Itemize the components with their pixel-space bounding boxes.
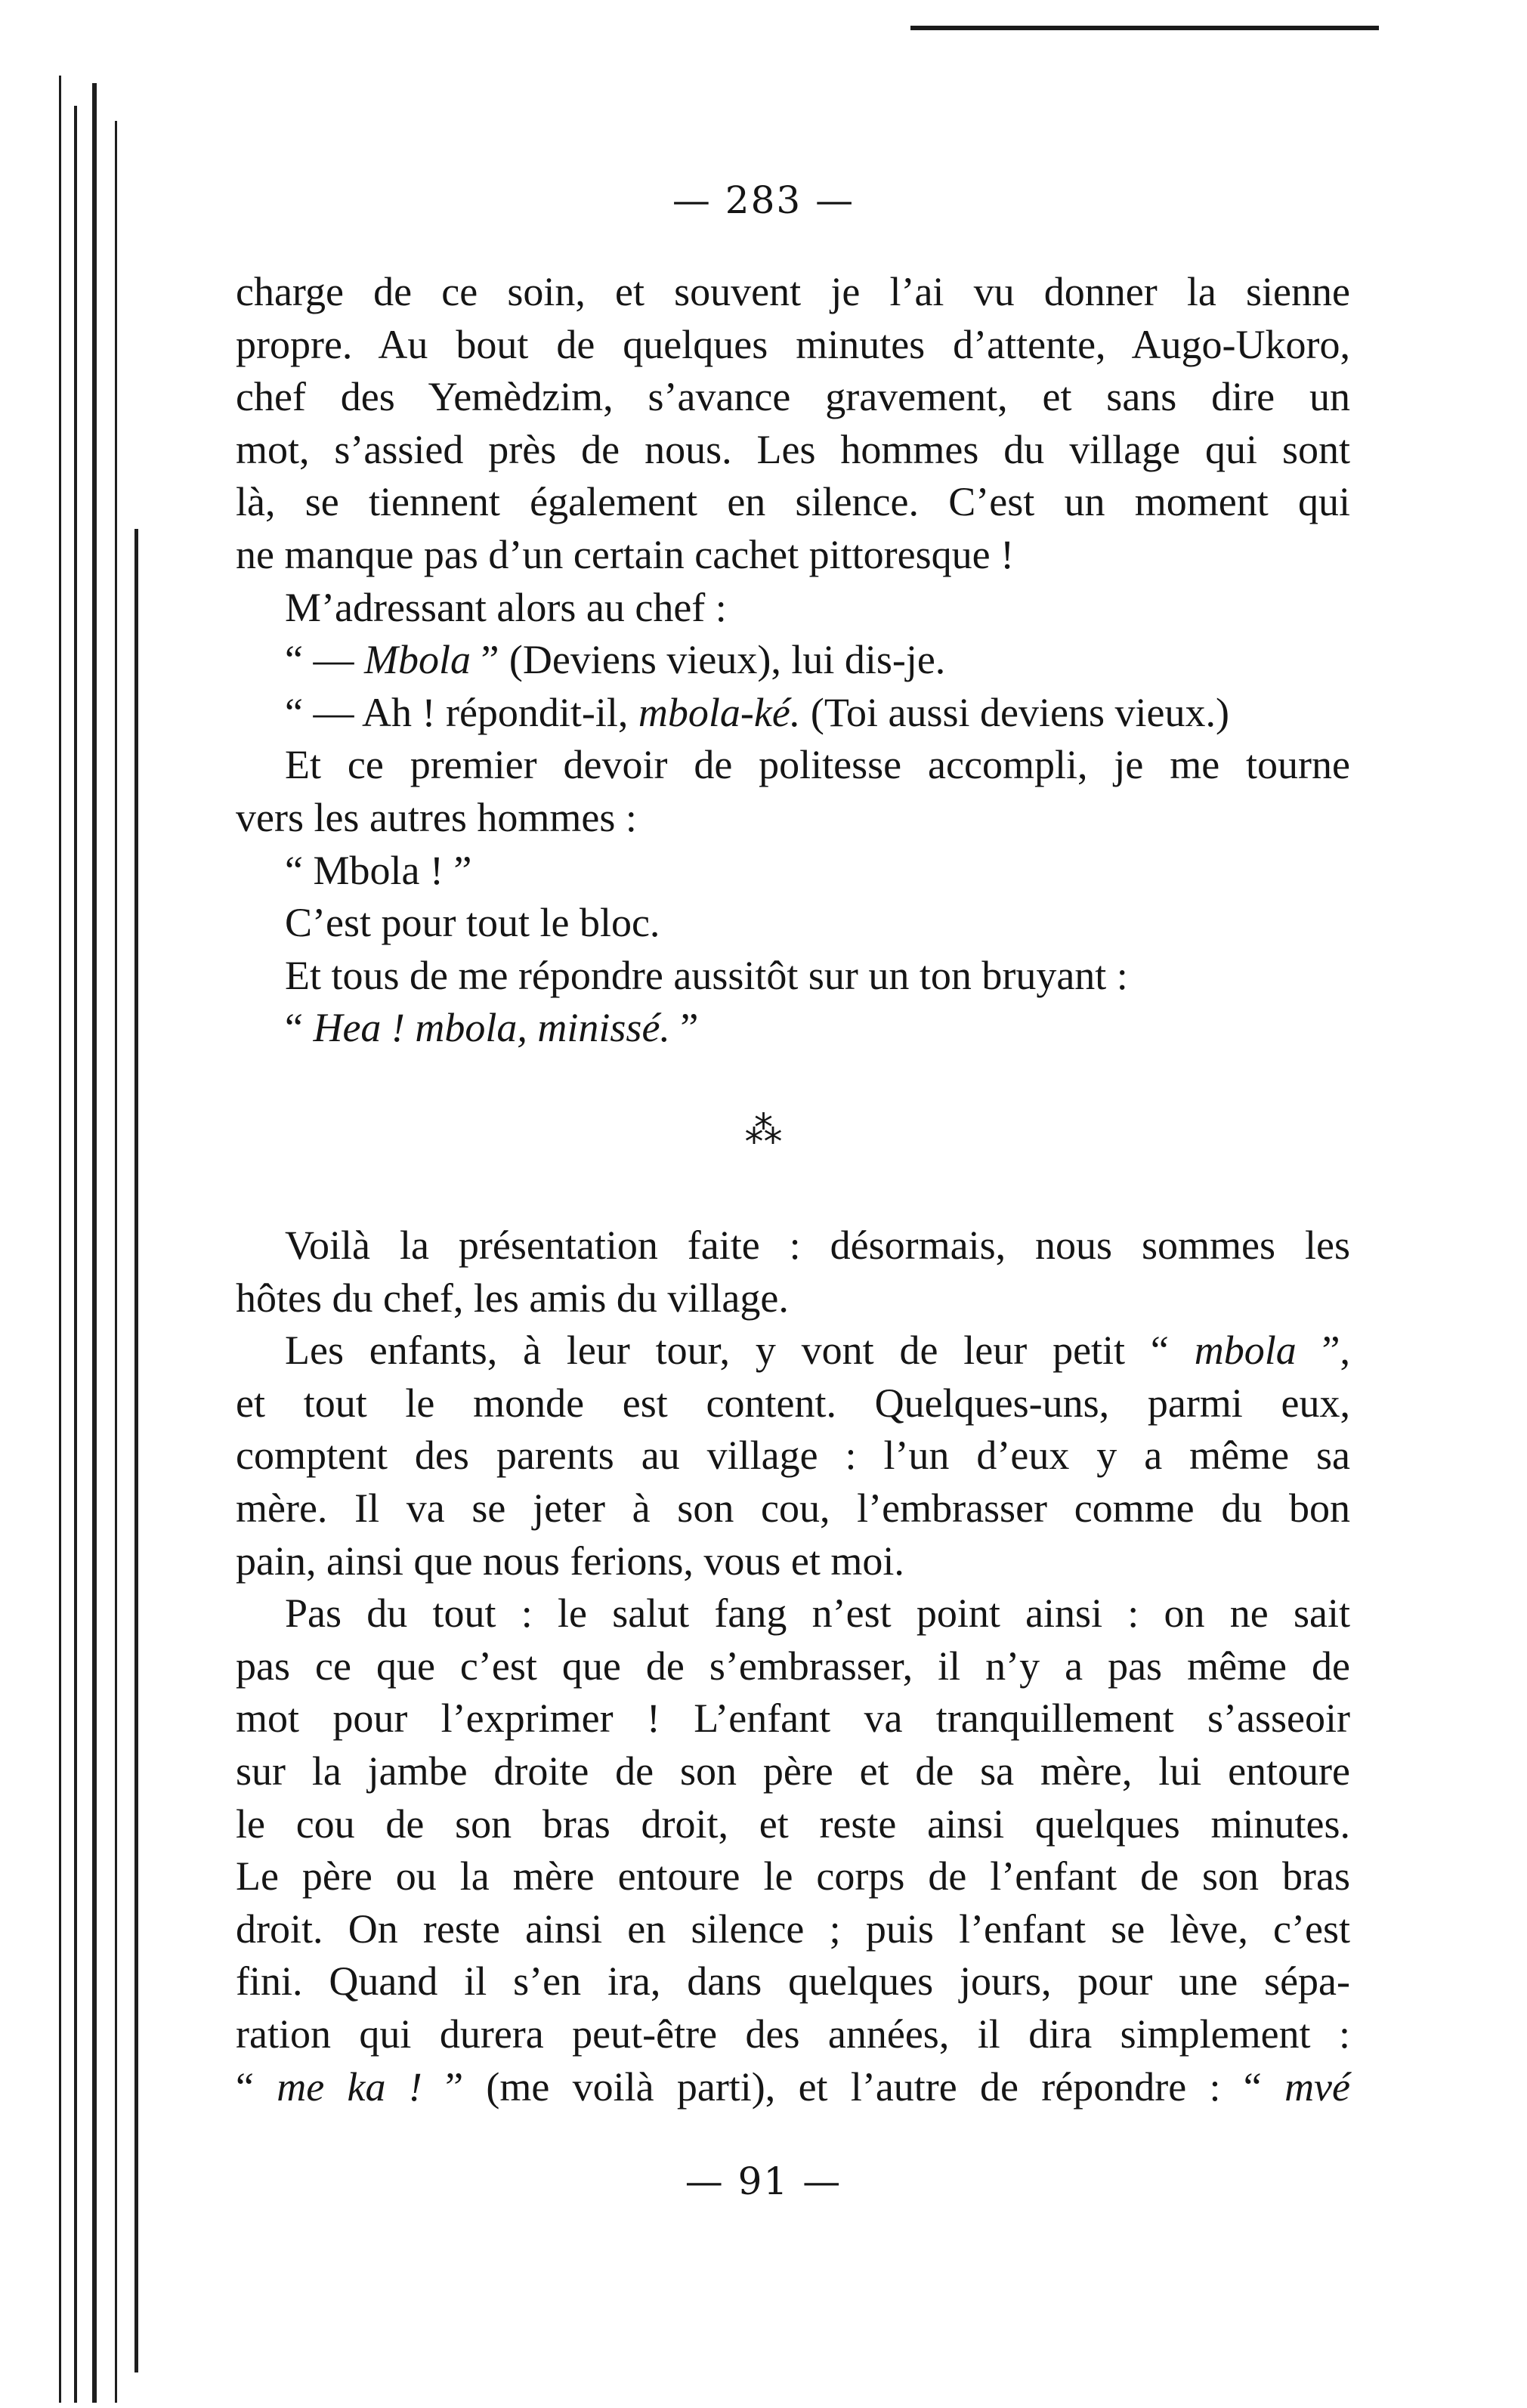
text-line: mot, s’assied près de nous. Les hommes du village qui sont — [236, 426, 1350, 472]
text-line: droit. On reste ainsi en silence ; puis l’enfant se lève, c’est — [236, 1906, 1350, 1952]
text-line: le cou de son bras droit, et reste ainsi quelques minutes. — [236, 1801, 1350, 1847]
text-line: fini. Quand il s’en ira, dans quelques jours, pour une sépa- — [236, 1958, 1350, 2005]
text-line — [236, 2061, 1350, 2114]
dialogue-line: “ Mbola ! ” — [285, 847, 472, 893]
quote-open: “ — [236, 2063, 277, 2110]
text-line: Pas du tout : le salut fang n’est point ainsi : on ne sait — [285, 1590, 1350, 1637]
text-line: charge de ce soin, et souvent je l’ai vu donner la sienne — [236, 269, 1350, 314]
quote-open: “ — — [285, 637, 364, 683]
gutter-line — [92, 83, 97, 2403]
gutter-line — [115, 121, 117, 2403]
text-line: propre. Au bout de quelques minutes d’attente, Augo-Ukoro, — [236, 321, 1350, 367]
text-line: Voilà la présentation faite : désormais, nous sommes les — [285, 1223, 1350, 1268]
text-line: C’est pour tout le bloc. — [285, 900, 660, 946]
italic-phrase: Hea ! mbola, minissé. — [313, 1005, 670, 1051]
text-line: ration qui durera peut-être des années, il dira simplement : — [236, 2011, 1350, 2057]
text-line: comptent des parents au village : l’un d’eux y a même sa — [236, 1433, 1350, 1479]
quote-rest: (Toi aussi deviens vieux.) — [800, 689, 1229, 735]
quote-open: “ — Ah ! répondit-il, — [285, 689, 638, 735]
gutter-line — [134, 529, 138, 2372]
dialogue-line — [236, 1002, 1350, 1055]
text-run: ” (me voilà parti), et l’autre de répondre : “ — [422, 2063, 1285, 2110]
text-line: pas ce que c’est que de s’embrasser, il n’y a pas même de — [236, 1643, 1350, 1689]
text-line — [236, 1325, 1350, 1377]
section-asterism: ⁂ — [744, 1109, 783, 1151]
text-line: pain, ainsi que nous ferions, vous et moi. — [236, 1538, 904, 1584]
text-run: Les enfants, à leur tour, y vont de leur petit “ — [285, 1328, 1195, 1374]
text-line: Et tous de me répondre aussitôt sur un ton bruyant : — [285, 952, 1128, 998]
text-line: et tout le monde est content. Quelques-uns, parmi eux, — [236, 1380, 1350, 1426]
text-line: hôtes du chef, les amis du village. — [236, 1275, 789, 1321]
text-line: mot pour l’exprimer ! L’enfant va tranquillement s’asseoir — [236, 1695, 1350, 1742]
page-gutter-edge — [53, 76, 144, 2403]
page-number-footer: — 91 — — [685, 2159, 842, 2203]
text-line: mère. Il va se jeter à son cou, l’embrasser comme du bon — [236, 1485, 1350, 1531]
text-run: ”, — [1296, 1328, 1351, 1374]
italic-word: me ka ! — [277, 2063, 422, 2110]
quote-rest: ” (Deviens vieux), lui dis-je. — [470, 637, 946, 683]
text-line: Et ce premier devoir de politesse accompli, je me tourne — [285, 742, 1350, 788]
dialogue-line — [236, 634, 1350, 687]
text-line: Le père ou la mère entoure le corps de l’enfant de son bras — [236, 1853, 1350, 1900]
italic-word: mbola — [1194, 1328, 1297, 1374]
italic-word: Mbola — [363, 637, 471, 683]
text-line: sur la jambe droite de son père et de sa mère, lui entoure — [236, 1748, 1350, 1794]
page-number-header: — 283 — — [672, 178, 855, 222]
dialogue-line — [236, 687, 1350, 740]
text-line: ne manque pas d’un certain cachet pittoresque ! — [236, 531, 1015, 577]
italic-word: mvé — [1284, 2063, 1350, 2110]
text-block-top — [236, 266, 1350, 1055]
text-line: là, se tiennent également en silence. C’est un moment qui — [236, 479, 1350, 525]
text-block-bottom — [236, 1219, 1350, 2113]
quote-open: “ — [285, 1005, 314, 1051]
text-line: chef des Yemèdzim, s’avance gravement, et sans dire un — [236, 374, 1350, 420]
quote-close: ” — [669, 1005, 699, 1051]
top-rule — [910, 26, 1379, 30]
text-line: vers les autres hommes : — [236, 794, 637, 840]
gutter-line — [74, 106, 77, 2403]
gutter-line — [59, 76, 61, 2403]
text-line: M’adressant alors au chef : — [285, 584, 727, 630]
italic-word: mbola-ké. — [638, 689, 801, 735]
